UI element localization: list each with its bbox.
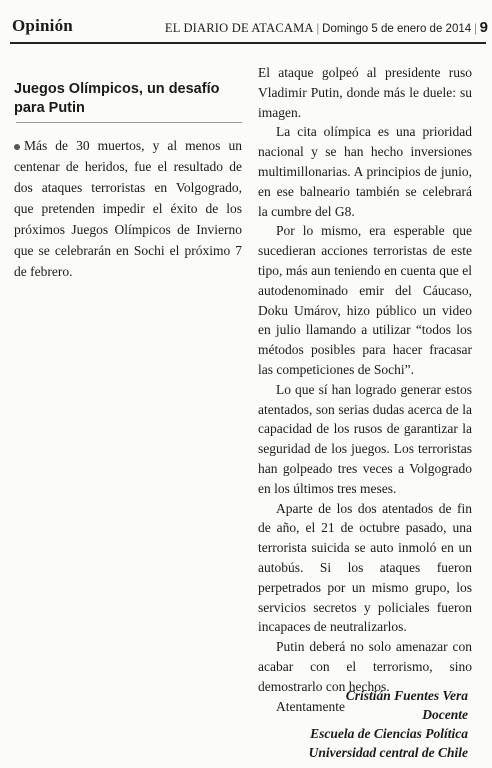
right-column (258, 63, 472, 716)
author-university: Universidad central de Chile (308, 745, 468, 760)
author-role: Docente (422, 707, 468, 722)
author-school: Escuela de Ciencias Política (310, 726, 468, 741)
paragraph-2: La cita olímpica es una prioridad nacional y se han hecho inversiones multimillonarias. A principios de junio, en ese balneario también se celebrará la cumbre del G8. (258, 124, 472, 219)
sign-off: Atentamente (276, 698, 345, 714)
author-name: Cristián Fuentes Vera (345, 688, 468, 703)
paragraph-4: Lo que sí han logrado generar estos atentados, son serias dudas acerca de la capacidad de los rusos de garantizar la seguridad de los juegos. Los terroristas han golpeado tres veces a Volgogrado en los últimos tres meses. (258, 381, 472, 496)
masthead-divider: | (316, 21, 320, 35)
bullet-icon (14, 144, 20, 150)
paragraph-1: El ataque golpeó al presidente ruso Vladimir Putin, donde más le duele: su imagen. (258, 65, 472, 120)
page-number: 9 (479, 19, 488, 36)
header-rule (10, 42, 486, 44)
paragraph-3: Por lo mismo, era esperable que sucedieran acciones terroristas de este tipo, más aun teniendo en cuenta que el autodenominado emir del Cáucaso, Doku Umárov, hizo público un video en julio llamando a utilizar “todos los métodos posibles para hacer fracasar las competiciones de Sochi”. (258, 223, 472, 377)
signature-block (309, 686, 468, 762)
paragraph-5: Aparte de los dos atentados de fin de año, el 21 de octubre pasado, una terrorista suicida se auto inmoló en un autobús. Si los ataques fueron perpetrados por un mismo grupo, los servicios secretos y policiales fueron incapaces de neutralizarlos. (258, 500, 472, 635)
issue-date: Domingo 5 de enero de 2014 (322, 23, 472, 35)
paragraph-6: Putin deberá no solo amenazar con acabar con el terrorismo, sino demostrarlo con hechos. (258, 639, 472, 694)
article-headline: Juegos Olímpicos, un desafío para Putin (14, 81, 220, 116)
left-column (14, 80, 242, 282)
masthead (165, 19, 488, 36)
article-lead (14, 135, 242, 282)
newspaper-name: EL DIARIO DE ATACAMA (164, 21, 314, 35)
lead-text: Más de 30 muertos, y al menos un centenar de heridos, fue el resultado de dos ataques terroristas en Volgogrado, que pretenden impedir el éxito de los próximos Juegos Olímpicos de Invierno que se celebrarán en Sochi el próximo 7 de febrero. (14, 138, 242, 279)
page-header (0, 0, 492, 40)
headline-rule (16, 122, 242, 123)
masthead-divider-2: | (474, 21, 477, 35)
section-title: Opinión (12, 16, 73, 35)
